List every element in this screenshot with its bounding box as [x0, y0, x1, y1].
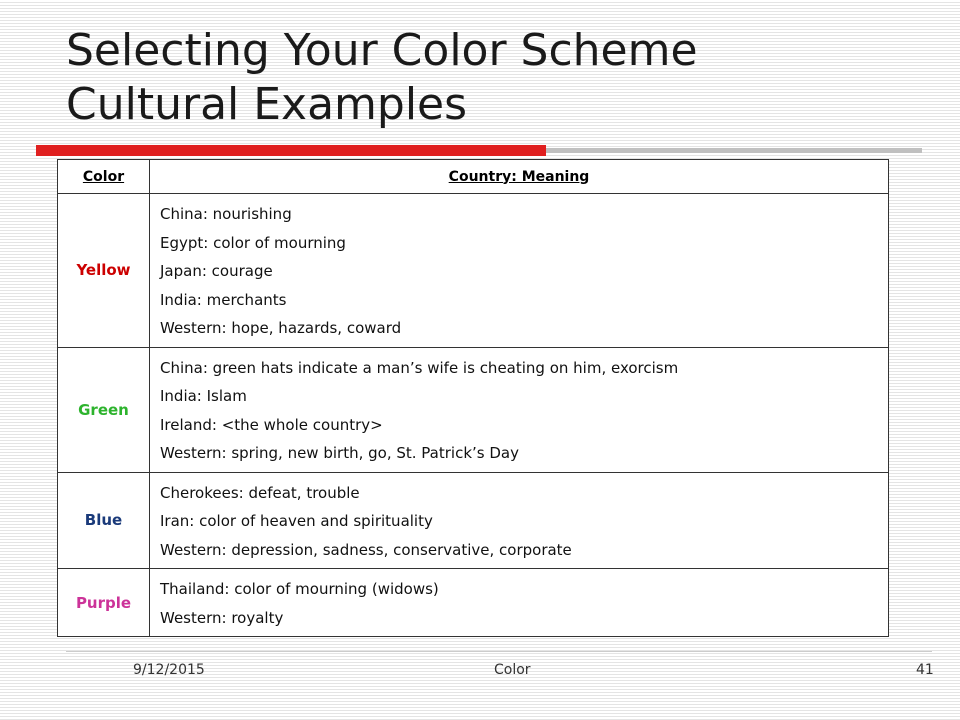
footer-date: 9/12/2015: [133, 662, 205, 678]
meaning-line: China: green hats indicate a man’s wife is cheating on him, exorcism: [160, 358, 679, 377]
meaning-line: China: nourishing: [160, 205, 292, 223]
table-row-purple: [58, 569, 889, 637]
color-meaning-table: [57, 159, 889, 637]
header-color: Color: [58, 160, 150, 194]
slide-title-line-1: Selecting Your Color Scheme: [66, 25, 698, 76]
footer-topic: Color: [494, 662, 531, 678]
meaning-line: Japan: courage: [160, 262, 273, 280]
meaning-line: Thailand: color of mourning (widows): [160, 580, 439, 598]
color-name-blue: Blue: [58, 472, 150, 569]
table-row-yellow: [58, 194, 889, 348]
color-name-yellow: Yellow: [58, 194, 150, 348]
meaning-line: India: merchants: [160, 290, 287, 309]
slide-title: [66, 24, 946, 131]
meaning-line: Egypt: color of mourning: [160, 233, 346, 252]
table-header-row: [58, 160, 889, 194]
meaning-line: Iran: color of heaven and spirituality: [160, 512, 433, 530]
meanings-purple: [150, 569, 889, 637]
meaning-line: Western: spring, new birth, go, St. Patrick’s Day: [160, 444, 519, 462]
header-country-meaning: Country: Meaning: [150, 160, 889, 194]
meanings-green: [150, 347, 889, 472]
title-divider-bar: [546, 148, 922, 153]
color-meaning-table-container: [57, 159, 889, 637]
meaning-line: Western: royalty: [160, 608, 284, 627]
title-accent-bar: [36, 145, 546, 156]
footer-divider: [66, 651, 932, 652]
footer-page-number: 41: [916, 662, 934, 678]
meaning-line: Cherokees: defeat, trouble: [160, 483, 360, 502]
meaning-line: Western: hope, hazards, coward: [160, 319, 402, 337]
meanings-yellow: [150, 194, 889, 348]
color-name-green: Green: [58, 347, 150, 472]
meaning-line: India: Islam: [160, 387, 247, 405]
color-name-purple: Purple: [58, 569, 150, 637]
slide-title-line-2: Cultural Examples: [66, 78, 468, 130]
meaning-line: Ireland: <the whole country>: [160, 415, 383, 434]
meanings-blue: [150, 472, 889, 569]
table-row-blue: [58, 472, 889, 569]
meaning-line: Western: depression, sadness, conservative, corporate: [160, 540, 572, 559]
table-row-green: [58, 347, 889, 472]
